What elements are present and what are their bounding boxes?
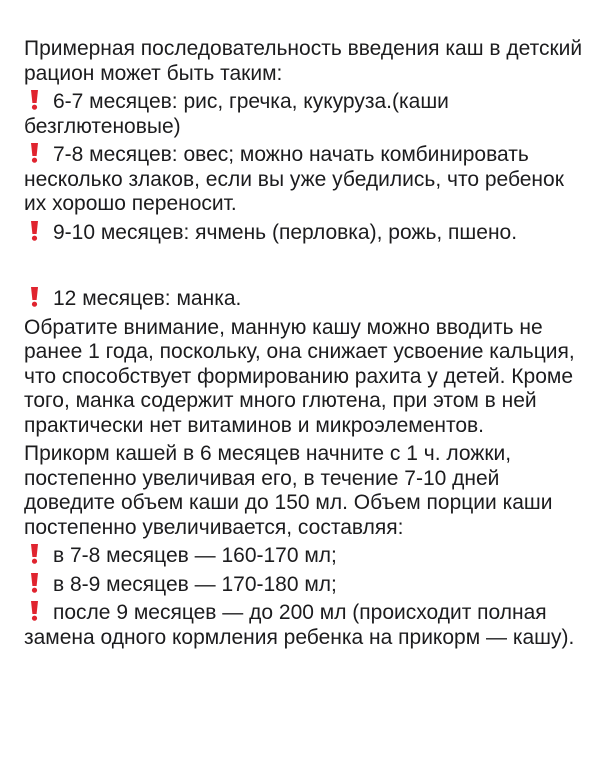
red-exclamation-icon [30, 221, 43, 241]
spacer [24, 249, 584, 287]
stage-text: 12 месяцев: манка. [53, 287, 242, 310]
portion-text: после 9 месяцев — до 200 мл (происходит полная замена одного кормления ребенка на прикорм — кашу). [24, 601, 575, 649]
portion-text: в 7-8 месяцев — 160-170 мл; [53, 544, 337, 567]
portion-text: в 8-9 месяцев — 170-180 мл; [53, 572, 337, 596]
intro-paragraph: Примерная последовательность введения каш в детский рацион может быть таким: [24, 37, 583, 85]
portion-item-after-9 [24, 601, 584, 650]
stage-text: 6-7 месяцев: рис, гречка, кукуруза.(каши безглютеновые) [24, 90, 449, 138]
stage-text: 9-10 месяцев: ячмень (перловка), рожь, пшено. [53, 220, 518, 244]
red-exclamation-icon [30, 544, 43, 564]
red-exclamation-icon [30, 287, 43, 307]
stage-item-6-7 [24, 90, 584, 139]
red-exclamation-icon [30, 573, 43, 593]
feeding-paragraph: Прикорм кашей в 6 месяцев начните с 1 ч. ложки, постепенно увеличивая его, в течение 7-10 дней доведите объем каши до 150 мл. Объем порции каши постепенно увеличивается, составляя: [24, 442, 553, 539]
stage-item-12 [24, 287, 584, 312]
portion-item-7-8 [24, 544, 584, 569]
portion-item-8-9 [24, 573, 584, 598]
stage-item-7-8 [24, 143, 584, 217]
red-exclamation-icon [30, 601, 43, 621]
semolina-note-paragraph: Обратите внимание, манную кашу можно вводить не ранее 1 года, поскольку, она снижает усвоение кальция, что способствует формированию рахита у детей. Кроме того, манка содержит много глютена, при этом в ней практически нет витаминов и микроэлементов. [24, 315, 575, 437]
red-exclamation-icon [30, 143, 43, 163]
red-exclamation-icon [30, 90, 43, 110]
article-body [24, 37, 584, 654]
stage-text: 7-8 месяцев: овес; можно начать комбинировать несколько злаков, если вы уже убедились, что ребенок их хорошо переносит. [24, 143, 564, 215]
stage-item-9-10 [24, 221, 584, 246]
